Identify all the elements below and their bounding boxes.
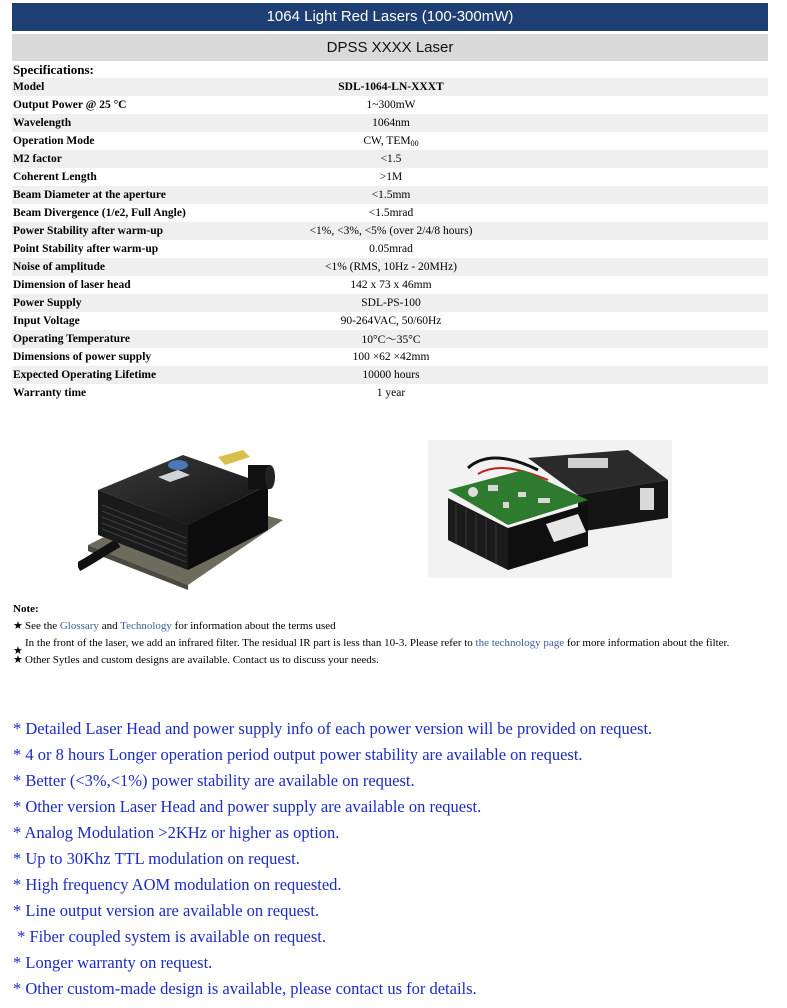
spec-value: 10000 hours — [213, 366, 768, 384]
star-icon: ★ — [13, 654, 23, 666]
spec-row — [12, 222, 768, 240]
spec-row — [12, 258, 768, 276]
note-glossary — [13, 618, 773, 635]
spec-label: Model — [12, 78, 213, 96]
list-item: * Detailed Laser Head and power supply info of each power version will be provided on request. — [13, 719, 653, 738]
list-item: * 4 or 8 hours Longer operation period output power stability are available on request. — [13, 745, 583, 764]
spec-row — [12, 348, 768, 366]
spec-value: 90-264VAC, 50/60Hz — [340, 315, 442, 327]
spec-value: SDL-PS-100 — [213, 294, 768, 312]
laser-head-image — [78, 425, 288, 590]
spec-label: Noise of amplitude — [12, 258, 213, 276]
spec-row — [12, 276, 768, 294]
product-subtitle: DPSS XXXX Laser — [326, 39, 454, 56]
spec-label: Beam Diameter at the aperture — [12, 186, 213, 204]
list-item: * Line output version are available on request. — [13, 901, 320, 920]
spec-label: Coherent Length — [13, 171, 97, 183]
spec-label: Beam Divergence (1/e2, Full Angle) — [13, 207, 186, 219]
spec-value: <1.5 — [213, 150, 768, 168]
note-text: In the front of the laser, we add an infrared filter. The residual IR part is less than 10-3. Please refer to — [25, 637, 476, 649]
spec-row — [12, 150, 768, 168]
spec-row — [12, 330, 768, 348]
note-text: Other Sytles and custom designs are available. Contact us to discuss your needs. — [25, 654, 379, 666]
spec-label: Dimension of laser head — [13, 279, 131, 291]
star-icon: ★ — [13, 620, 23, 632]
spec-label: Warranty time — [13, 387, 87, 399]
spec-value: 10°C～35°C — [213, 330, 768, 348]
spec-label: Wavelength — [12, 114, 213, 132]
spec-value: SDL-1064-LN-XXXT — [213, 78, 768, 96]
spec-row — [12, 366, 768, 384]
spec-label: Expected Operating Lifetime — [12, 366, 213, 384]
power-supply-image — [428, 440, 672, 578]
note-custom-designs — [13, 652, 773, 669]
note-text: See the — [25, 620, 60, 632]
technology-page-link[interactable]: the technology page — [475, 637, 565, 649]
list-item: * Up to 30Khz TTL modulation on request. — [13, 849, 300, 868]
spec-row — [12, 114, 768, 132]
spec-value: 100 ×62 ×42mm — [352, 351, 430, 363]
on-request-list — [13, 716, 783, 1002]
spec-row — [12, 168, 768, 186]
spec-label: Power Stability after warm-up — [12, 222, 213, 240]
mode-subscript: 00 — [410, 138, 419, 148]
spec-label: Operating Temperature — [12, 330, 213, 348]
list-item: * Longer warranty on request. — [13, 953, 213, 972]
spec-label: Dimensions of power supply — [13, 351, 152, 363]
notes-title: Note: — [13, 603, 39, 615]
spec-value: <1% (RMS, 10Hz - 20MHz) — [213, 258, 768, 276]
note-text: and — [98, 620, 121, 632]
glossary-link[interactable]: Glossary — [59, 620, 99, 632]
spec-label: Input Voltage — [13, 315, 80, 327]
note-text: for more information about the filter. — [564, 637, 730, 649]
list-item: * Other version Laser Head and power supply are available on request. — [13, 797, 482, 816]
spec-row — [12, 96, 768, 114]
technology-link[interactable]: Technology — [120, 620, 172, 632]
spec-value: <1%, <3%, <5% (over 2/4/8 hours) — [213, 222, 768, 240]
spec-label: Output Power @ 25 °C — [13, 99, 127, 111]
list-item: * Analog Modulation >2KHz or higher as option. — [13, 823, 340, 842]
spec-row — [12, 384, 768, 402]
spec-row — [12, 312, 768, 330]
spec-value: 1~300mW — [366, 99, 416, 111]
specifications-heading: Specifications: — [13, 62, 94, 77]
notes-section — [13, 601, 773, 669]
spec-label: Operation Mode — [13, 135, 95, 147]
page-title: 1064 Light Red Lasers (100-300mW) — [266, 8, 514, 25]
spec-row — [12, 132, 768, 150]
spec-value: <1.5mrad — [368, 207, 414, 219]
star-icon: ★ — [13, 645, 23, 657]
spec-value: 142 x 73 x 46mm — [350, 279, 432, 291]
spec-row — [12, 294, 768, 312]
spec-value: 0.05mrad — [369, 243, 413, 255]
spec-value: 1064nm — [213, 114, 768, 132]
spec-row — [12, 240, 768, 258]
spec-value — [213, 132, 768, 150]
specifications-table — [12, 78, 768, 402]
spec-label: M2 factor — [12, 150, 213, 168]
spec-value: <1.5mm — [213, 186, 768, 204]
spec-value: 1 year — [376, 387, 406, 399]
spec-label: Point Stability after warm-up — [13, 243, 159, 255]
note-text: for information about the terms used — [171, 620, 336, 632]
list-item: * Better (<3%,<1%) power stability are available on request. — [13, 771, 415, 790]
note-infrared-filter — [13, 635, 773, 657]
spec-row — [12, 186, 768, 204]
operation-mode-text: CW, TEM — [363, 134, 411, 147]
spec-label: Power Supply — [12, 294, 213, 312]
list-item: * Other custom-made design is available, please contact us for details. — [13, 979, 477, 998]
list-item: * High frequency AOM modulation on requested. — [13, 875, 342, 894]
page-title-banner — [12, 3, 768, 31]
spec-row — [12, 204, 768, 222]
list-item: * Fiber coupled system is available on request. — [13, 927, 326, 946]
spec-row — [12, 78, 768, 96]
spec-value: >1M — [379, 171, 403, 183]
product-subtitle-banner — [12, 34, 768, 61]
